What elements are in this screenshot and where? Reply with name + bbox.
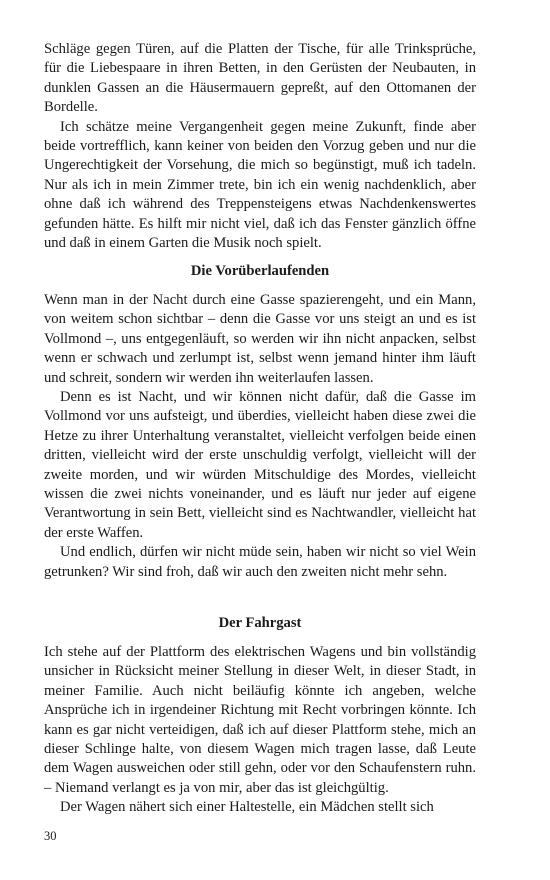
paragraph: Der Wagen nähert sich einer Haltestelle, ein Mädchen stellt sich [60,799,434,816]
section-heading: Die Vorüberlaufenden [190,263,330,279]
paragraph: Und endlich, dürfen wir nicht müde sein, haben wir nicht so viel Wein getrunken? Wir sind froh, daß wir auch den zweiten nicht mehr sehn. [44,544,476,580]
section-heading: Der Fahrgast [218,615,302,631]
section-text [44,291,476,582]
page-number: 30 [44,829,57,843]
paragraph: Schläge gegen Türen, auf die Platten der Tische, für alle Trinksprüche, für die Liebespaare in ihren Betten, in den Gerüsten der Neubauten, in dunklen Gassen an die Häusermauern gepreßt, auf den Ottomanen der Bordelle. [44,41,476,116]
paragraph: Denn es ist Nacht, und wir können nicht dafür, daß die Gasse im Vollmond vor uns aufsteigt, und überdies, vielleicht haben diese zwei die Hetze zu ihrer Unterhaltung veranstaltet, vielleicht verfolgen beide einen dritten, vielleicht wird der erste unschuldig verfolgt, vielleicht will der zweite morden, und wir würden Mitschuldige des Mordes, vielleicht wissen die zwei nichts voneinander, und es läuft nur jeder auf eigene Verantwortung in sein Bett, vielleicht sind es Nachtwandler, vielleicht hat der erste Waffen. [44,389,476,541]
paragraph: Ich schätze meine Vergangenheit gegen meine Zukunft, finde aber beide vortrefflich, kann keiner von beiden den Vorzug geben und nur die Ungerechtigkeit der Vorsehung, die mich so begünstigt, muß ich tadeln. Nur als ich in mein Zimmer trete, bin ich ein wenig nachdenklich, aber ohne daß ich während des Treppensteigens etwas Nachdenkenswertes gefunden hätte. Es hilft mir nicht viel, daß ich das Fenster gänzlich öffne und daß in einem Garten die Musik noch spielt. [44,118,476,252]
paragraph: Ich stehe auf der Plattform des elektrischen Wagens und bin vollständig unsicher in Rücksicht meiner Stellung in dieser Welt, in dieser Stadt, in meiner Familie. Auch nicht beiläufig könnte ich angeben, welche Ansprüche ich in irgendeiner Richtung mit Recht vorbringen könnte. Ich kann es gar nicht verteidigen, daß ich auf dieser Plattform stehe, mich an dieser Schlinge halte, von diesem Wagen mich tragen lasse, daß Leute dem Wagen ausweichen oder still gehn, oder vor den Schaufenstern ruhn. – Niemand verlangt es ja von mir, aber das ist gleichgültig. [44,644,476,796]
continued-text [44,40,476,253]
section-text [44,643,476,818]
paragraph: Wenn man in der Nacht durch eine Gasse spazierengeht, und ein Mann, von weitem schon sichtbar – denn die Gasse vor uns steigt an und es ist Vollmond –, uns entgegenläuft, so werden wir ihn nicht anpacken, selbst wenn er schwach und zerlumpt ist, selbst wenn jemand hinter ihm läuft und schreit, sondern wir werden ihn weiterlaufen lassen. [44,292,476,386]
